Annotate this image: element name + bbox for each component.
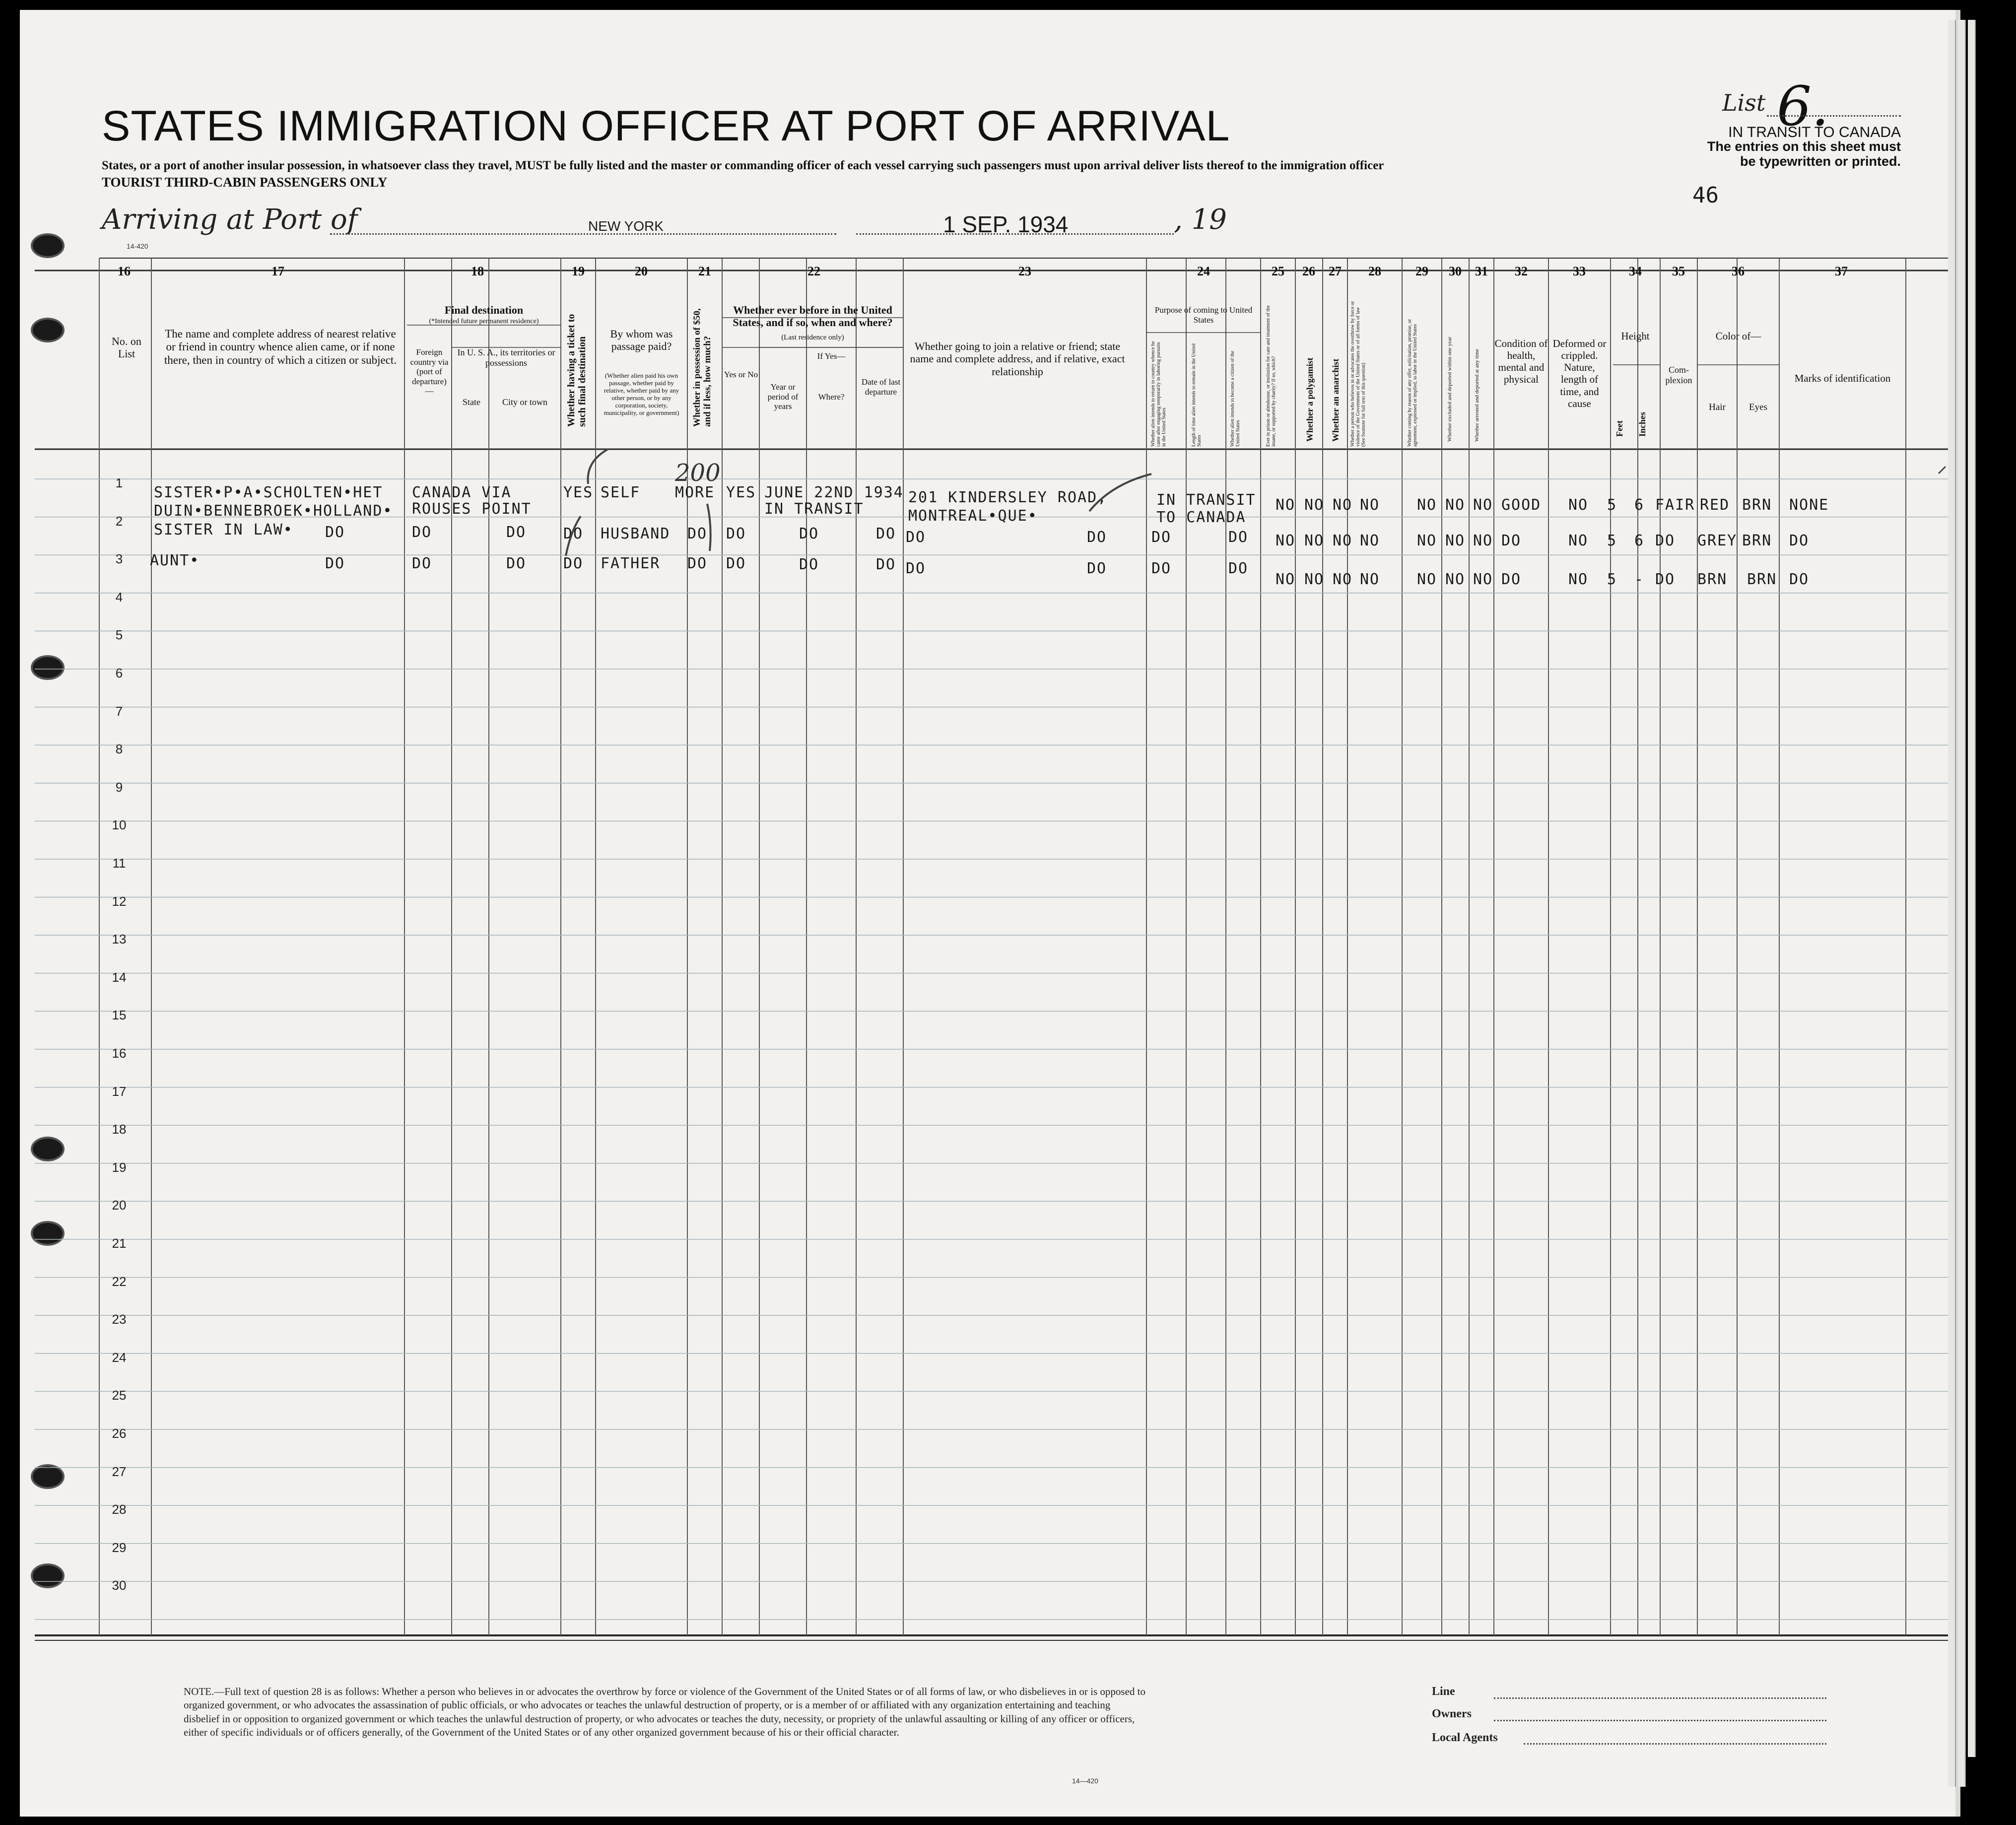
header-no-on-list: No. on List: [112, 335, 141, 360]
entry-eyes: BRN: [1742, 532, 1772, 549]
entry-money: DO: [687, 555, 708, 572]
entry-ever-before: DO: [726, 555, 746, 572]
entry-q27: NO: [1333, 571, 1353, 588]
row-number: 9: [115, 779, 123, 795]
year-label: , 19: [1174, 203, 1227, 236]
list-label: List: [1722, 89, 1766, 116]
entry-foreign: DO: [412, 555, 432, 572]
row-number: 30: [112, 1578, 127, 1593]
column-number: 16: [118, 264, 131, 278]
footer-form-code: 14—420: [1072, 1777, 1098, 1785]
column-number: 32: [1515, 264, 1528, 278]
owners-field: [1494, 1720, 1826, 1721]
column-number: 26: [1302, 264, 1315, 278]
header-final-destination: Final destination: [444, 304, 524, 316]
entry-ticket: DO: [563, 525, 584, 542]
header-year-period: Year or period of years: [767, 382, 799, 411]
header-relative: The name and complete address of nearest relative or friend in country whence alien came, or if none there, then in country of which a citizen or subject.: [164, 328, 397, 366]
entry-city: DO: [506, 524, 527, 541]
row-number: 5: [115, 627, 123, 643]
row-number: 1: [115, 475, 123, 490]
row-number: 6: [115, 666, 123, 680]
column-number: 34: [1629, 264, 1642, 278]
entry-inches: 6: [1634, 496, 1645, 514]
header-last-residence: (Last residence only): [781, 334, 844, 341]
entry-foreign: ROUSES POINT: [412, 500, 532, 518]
row-number: 12: [112, 893, 127, 909]
entry-deformed: NO: [1568, 571, 1589, 588]
row-number: 15: [112, 1008, 127, 1023]
entry-purpose: DO: [1151, 560, 1172, 577]
row-number: 2: [115, 513, 123, 529]
column-number: 29: [1415, 264, 1428, 278]
header-state: State: [463, 397, 480, 407]
row-number: 25: [112, 1388, 127, 1403]
entry-feet: 5: [1607, 532, 1617, 549]
entries-note: The entries on this sheet must: [1707, 139, 1901, 154]
header-q29: Whether coming by reason of any offer, solicitation, promise, or agreement, expressed or implied, to labor in the United States: [1407, 319, 1418, 447]
entry-where: DO: [799, 525, 819, 542]
line-label: Line: [1432, 1685, 1455, 1698]
entry-q27: NO: [1333, 532, 1353, 549]
row-number: 26: [112, 1426, 127, 1441]
entry-q27: NO: [1333, 496, 1353, 514]
arrival-date: 1 SEP. 1934: [943, 211, 1069, 237]
owners-label: Owners: [1432, 1707, 1472, 1720]
entry-relative: SISTER•P•A•SCHOLTEN•HET: [154, 484, 383, 501]
header-where: Where?: [818, 392, 845, 402]
entry-purpose-do: DO: [1228, 560, 1249, 577]
header-complexion: Com- plexion: [1665, 365, 1692, 385]
port-name: NEW YORK: [588, 218, 664, 234]
header-passage-paid: By whom was passage paid?: [610, 328, 673, 353]
entry-q25: NO: [1276, 571, 1296, 588]
entry-q28: NO: [1360, 496, 1380, 514]
entry-paid-by: HUSBAND: [601, 525, 671, 542]
entry-q26: NO: [1304, 496, 1325, 514]
header-hair: Hair: [1709, 402, 1726, 412]
entries-note: be typewritten or printed.: [1740, 154, 1901, 169]
local-agents-field: [1524, 1743, 1826, 1745]
column-number: 22: [807, 264, 820, 278]
header-q31: Whether arrested and deported at any time: [1474, 349, 1480, 442]
entry-relative: SISTER IN LAW•: [154, 521, 293, 539]
entry-departure: DO: [876, 556, 896, 573]
entry-q25: NO: [1276, 496, 1296, 514]
header-if-yes: If Yes—: [817, 351, 846, 361]
header-yes-no: Yes or No: [724, 370, 758, 379]
header-purpose: Purpose of coming to United States: [1154, 305, 1253, 325]
entry-deformed: NO: [1568, 496, 1589, 514]
entry-purpose: TO CANADA: [1156, 509, 1246, 526]
entry-q29: NO: [1417, 532, 1437, 549]
entry-when: IN TRANSIT: [764, 500, 864, 518]
form-code: 14-420: [127, 242, 148, 250]
entry-joining: 201 KINDERSLEY ROAD,: [908, 489, 1108, 506]
header-eyes: Eyes: [1749, 402, 1767, 412]
entry-relative-do: DO: [325, 524, 345, 541]
entry-complexion: DO: [1655, 532, 1676, 549]
entry-q26: NO: [1304, 532, 1325, 549]
entry-relative-do: DO: [325, 555, 345, 572]
row-number: 21: [112, 1236, 127, 1251]
entry-eyes: BRN: [1747, 571, 1777, 588]
entry-foreign: CANADA VIA: [412, 484, 512, 501]
header-possession: Whether in possession of $50, and if less, how much?: [692, 308, 713, 427]
local-agents-label: Local Agents: [1432, 1731, 1498, 1744]
column-number: 36: [1732, 264, 1745, 278]
entry-deformed: NO: [1568, 532, 1589, 549]
entry-health: DO: [1501, 532, 1522, 549]
header-health: Condition of health, mental and physical: [1494, 338, 1548, 386]
entry-city: DO: [506, 555, 527, 572]
header-height: Height: [1621, 330, 1650, 342]
row-number: 16: [112, 1046, 127, 1061]
entry-ever-before: YES: [726, 484, 756, 501]
entry-money: DO: [687, 525, 708, 542]
column-number: 20: [635, 264, 648, 278]
entry-feet: 5: [1607, 496, 1617, 514]
entry-joining-do: DO: [1087, 529, 1107, 546]
entry-feet: 5: [1607, 571, 1617, 588]
column-number: 37: [1835, 264, 1848, 278]
entry-joining: DO: [906, 560, 926, 577]
transit-note: IN TRANSIT TO CANADA: [1728, 124, 1901, 140]
entry-hair: GREY: [1697, 532, 1738, 549]
entry-q30: NO: [1445, 571, 1466, 588]
column-number: 35: [1672, 264, 1685, 278]
row-number: 22: [112, 1274, 127, 1289]
header-inches: Inches: [1637, 411, 1647, 437]
row-number: 11: [112, 856, 126, 871]
entry-where: DO: [799, 556, 819, 573]
column-number: 19: [572, 264, 585, 278]
entry-q29: NO: [1417, 571, 1437, 588]
row-number: 13: [112, 932, 127, 947]
arriving-label: Arriving at Port of: [102, 203, 358, 236]
row-number: 24: [112, 1350, 127, 1365]
row-number: 18: [112, 1122, 127, 1137]
entry-q31: NO: [1473, 532, 1493, 549]
entry-complexion: DO: [1655, 571, 1676, 588]
entry-joining: DO: [906, 529, 926, 546]
entry-q25: NO: [1276, 532, 1296, 549]
entry-paid-by: SELF: [601, 484, 641, 501]
row-number: 8: [115, 742, 123, 757]
column-number: 33: [1573, 264, 1586, 278]
entry-health: DO: [1501, 571, 1522, 588]
entry-departure: DO: [876, 525, 896, 542]
entry-q31: NO: [1473, 496, 1493, 514]
entry-relative: AUNT•: [150, 552, 200, 569]
header-purpose-b: Length of time alien intends to remain in the United States: [1191, 343, 1202, 447]
line-field: [1494, 1697, 1826, 1699]
list-number: 6.: [1777, 74, 1829, 138]
entry-q30: NO: [1445, 532, 1466, 549]
entry-q28: NO: [1360, 532, 1380, 549]
header-anarchist: Whether an anarchist: [1331, 358, 1341, 442]
column-number: 30: [1449, 264, 1462, 278]
entry-joining: MONTREAL•QUE•: [908, 507, 1038, 525]
entry-purpose: IN TRANSIT: [1156, 491, 1256, 509]
column-number: 23: [1018, 264, 1031, 278]
column-number: 17: [271, 264, 284, 278]
header-date-departure: Date of last departure: [861, 377, 901, 397]
header-q28: Whether a person who believes in or advocates the overthrow by force or violence of the Government of the United States or of all forms of law (See footnote for full text of this question): [1350, 301, 1366, 447]
entry-eyes: BRN: [1742, 496, 1772, 514]
sheet-number: 46: [1692, 183, 1719, 208]
row-number: 17: [112, 1083, 127, 1099]
entry-foreign: DO: [412, 524, 432, 541]
column-number: 18: [471, 264, 484, 278]
form-title: STATES IMMIGRATION OFFICER AT PORT OF ARRIVAL: [102, 102, 1230, 150]
row-number: 20: [112, 1198, 127, 1213]
header-in-usa: In U. S. A., its territories or possessions: [457, 347, 555, 368]
entry-marks: DO: [1789, 532, 1810, 549]
column-number: 21: [698, 264, 711, 278]
header-color-of: Color of—: [1715, 330, 1761, 342]
footnote-q28: NOTE.—Full text of question 28 is as follows: Whether a person who believes in or advocates the overthrow by force or violence of the Government of the United States or of all forms of law, or who disbelieves in or is opposed to organized government, or who advocates the assassination of public officials, or who advocates or teaches the unlawful destruction of property, or is a member of or affiliated with any organization entertaining and teaching disbelief in or opposition to organized government or which teaches the unlawful destruction of property, or who advocates or teaches the duty, necessity, or propriety of the unlawful assaulting or killing of any officer or officers, either of specific individuals or of officers generally, of the Government of the United States or of any other organized government because of his or their official character.: [184, 1686, 1145, 1738]
header-city: City or town: [502, 397, 547, 407]
entry-ever-before: DO: [726, 525, 746, 542]
header-marks: Marks of identification: [1794, 372, 1891, 384]
entry-hair: RED: [1700, 496, 1730, 514]
row-number: 27: [112, 1464, 127, 1479]
row-number: 14: [112, 969, 127, 985]
column-number: 28: [1368, 264, 1381, 278]
entry-ticket: DO: [563, 555, 584, 572]
header-prison: Ever in prison or almshouse, or institution for care and treatment of the insane, or supported by charity? If so, which?: [1266, 305, 1277, 447]
header-q30: Whether excluded and deported within one year: [1447, 337, 1453, 442]
column-number: 25: [1272, 264, 1284, 278]
column-number: 24: [1197, 264, 1210, 278]
entry-health: GOOD: [1501, 496, 1542, 514]
entry-paid-by: FATHER: [601, 555, 661, 572]
entry-relative: DUIN•BENNEBROEK•HOLLAND•: [154, 502, 393, 520]
entry-q28: NO: [1360, 571, 1380, 588]
entry-money: MORE: [675, 484, 715, 501]
header-foreign-country: Foreign country via (port of departure)—: [410, 347, 449, 396]
row-number: 23: [112, 1312, 127, 1327]
entry-purpose: DO: [1151, 529, 1172, 546]
row-number: 28: [112, 1502, 127, 1517]
column-number: 31: [1475, 264, 1488, 278]
entry-q30: NO: [1445, 496, 1466, 514]
header-final-destination-note: (*Intended future permanent residence): [429, 318, 539, 325]
entry-joining-do: DO: [1087, 560, 1107, 577]
entry-when: JUNE 22ND 1934: [764, 484, 904, 501]
header-polygamist: Whether a polygamist: [1305, 357, 1315, 442]
passenger-class: TOURIST THIRD-CABIN PASSENGERS ONLY: [102, 175, 388, 190]
entry-marks: NONE: [1789, 496, 1829, 514]
entry-q26: NO: [1304, 571, 1325, 588]
header-joining: Whether going to join a relative or friend; state name and complete address, and if relative, exact relationship: [910, 340, 1125, 378]
row-number: 7: [115, 703, 123, 719]
header-purpose-a: Whether alien intends to return to country whence he came after engaging temporarily in laboring pursuits in the United States: [1150, 341, 1167, 447]
header-ticket: Whether having a ticket to such final destination: [566, 314, 588, 427]
entry-marks: DO: [1789, 571, 1810, 588]
entry-ticket: YES: [563, 484, 594, 501]
row-number: 3: [115, 551, 123, 567]
header-purpose-c: Whether alien intends to become a citizen of the United States: [1230, 350, 1241, 447]
header-feet: Feet: [1614, 420, 1624, 437]
entry-q29: NO: [1417, 496, 1437, 514]
entry-inches: 6: [1634, 532, 1645, 549]
row-number: 4: [115, 589, 123, 605]
row-number: 29: [112, 1540, 127, 1555]
entry-purpose-do: DO: [1228, 529, 1249, 546]
form-instructions: States, or a port of another insular possession, in whatsoever class they travel, MUST be fully listed and the master or commanding officer of each vessel carrying such passengers must upon arrival deliver lists thereof to the immigration officer: [102, 159, 1384, 172]
header-passage-paid-note: (Whether alien paid his own passage, whether paid by relative, whether paid by any other person, or by any corporation, society, municipality, or government): [604, 372, 679, 416]
entry-inches: -: [1634, 571, 1645, 588]
entry-complexion: FAIR: [1655, 496, 1695, 514]
entry-q31: NO: [1473, 571, 1493, 588]
column-number: 27: [1329, 264, 1342, 278]
row-number: 10: [112, 817, 127, 833]
row-number: 19: [112, 1159, 127, 1175]
header-ever-before: Whether ever before in the United States, and if so, when and where?: [733, 304, 893, 329]
handwritten-amount: 200: [675, 459, 721, 487]
entry-hair: BRN: [1697, 571, 1728, 588]
header-deformed: Deformed or crippled. Nature, length of time, and cause: [1552, 338, 1607, 409]
